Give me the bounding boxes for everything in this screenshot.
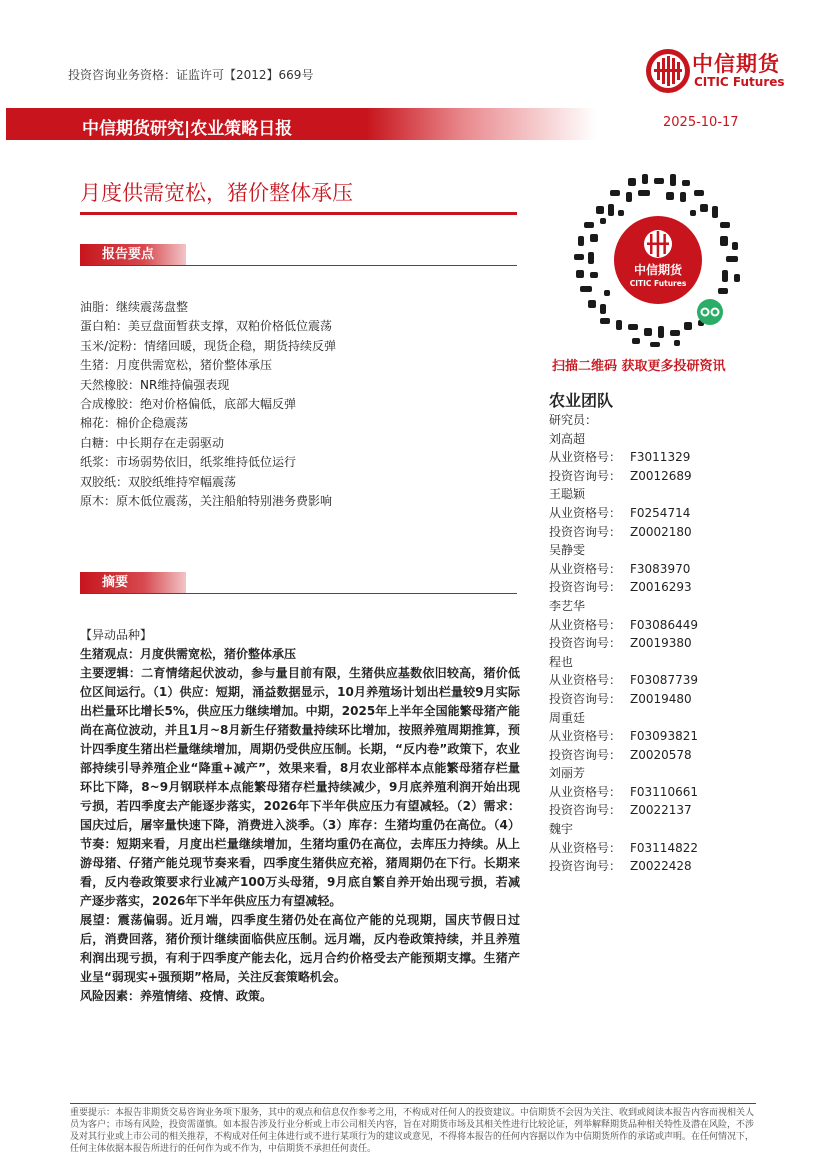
list-item: 棉花：棉价企稳震荡 <box>80 416 189 431</box>
practice-number: F0254714 <box>630 505 691 520</box>
consult-label: 投资咨询号： <box>549 524 622 539</box>
consult-number-row <box>549 801 698 820</box>
consult-label: 投资咨询号： <box>549 803 622 818</box>
list-item: 生猪：月度供需宽松，猪价整体承压 <box>80 358 273 373</box>
practice-number-row <box>549 839 698 858</box>
consult-number-row <box>549 634 698 653</box>
highlights-heading: 报告要点 <box>80 244 186 266</box>
section-divider <box>80 265 517 266</box>
logo-text-en: CITIC Futures <box>694 75 785 89</box>
practice-number: F3011329 <box>630 450 691 465</box>
practice-number-row <box>549 560 698 579</box>
practice-label: 从业资格号： <box>549 505 622 520</box>
practice-label: 从业资格号： <box>549 450 622 465</box>
summary-outlook: 展望：震荡偏弱。近月端，四季度生猪仍处在高位产能的兑现期，国庆节假日过后，消费回落，猪价预计继续面临供应压制。远月端，反内卷政策持续，并且养殖利润出现亏损，有利于四季度产能去化，远月合约价格受去产能预期支撑。生猪产业呈“弱现实+强预期”格局，关注反套策略机会。 <box>80 913 520 984</box>
consult-number: Z0016293 <box>630 580 692 595</box>
list-item: 原木：原木低位震荡，关注船舶特别港务费影响 <box>80 494 333 509</box>
summary-tag: 【异动品种】 <box>80 628 153 642</box>
consult-number: Z0022428 <box>630 859 692 874</box>
banner-title: 中信期货研究|农业策略日报 <box>82 119 293 139</box>
qr-logo-text-en: CITIC Futures <box>629 279 687 288</box>
logo-text: 中信期货 <box>692 52 780 76</box>
summary-heading: 摘要 <box>80 572 186 594</box>
list-item: 合成橡胶：绝对价格偏低，底部大幅反弹 <box>80 397 297 412</box>
disclaimer-text: 重要提示：本报告非期货交易咨询业务项下服务，其中的观点和信息仅作参考之用，不构成对任何人的投资建议。中信期货不会因为关注、收到或阅读本报告内容而视相关人员为客户；市场有风险，投资需谨慎。如本报告涉及行业分析或上市公司相关内容，旨在对期货市场及其相关性进行比较论证，列举解释期货品种相关特性及潜在风险，不涉及对其行业或上市公司的相关推荐，不构成对任何主体进行或不进行某项行为的建议或意见，不得将本报告的任何内容据以作为中信期货所作的承诺或声明。在任何情况下，任何主体依据本报告所进行的任何作为或不作为，中信期货不承担任何责任。 <box>70 1108 755 1154</box>
analyst-name: 刘高超 <box>549 431 586 446</box>
practice-number: F03110661 <box>630 784 698 799</box>
summary-risk: 风险因素：养殖情绪、疫情、政策。 <box>80 989 273 1003</box>
practice-number: F03087739 <box>630 673 698 688</box>
report-date: 2025-10-17 <box>663 115 739 130</box>
list-item: 玉米/淀粉：情绪回暖，现货企稳，期货持续反弹 <box>80 338 337 353</box>
consult-number-row <box>549 857 698 876</box>
consult-label: 投资咨询号： <box>549 580 622 595</box>
license-text: 投资咨询业务资格：证监许可【2012】669号 <box>68 68 314 82</box>
practice-number: F03093821 <box>630 729 698 744</box>
team-list <box>549 411 698 876</box>
consult-label: 投资咨询号： <box>549 747 622 762</box>
consult-number-row <box>549 523 698 542</box>
consult-label: 投资咨询号： <box>549 468 622 483</box>
category-list <box>80 298 520 511</box>
consult-number: Z0020578 <box>630 747 692 762</box>
practice-label: 从业资格号： <box>549 561 622 576</box>
consult-number-row <box>549 467 698 486</box>
qr-code[interactable] <box>570 172 746 348</box>
summary-logic: 主要逻辑：二育情绪起伏波动，参与量目前有限，生猪供应基数依旧较高，猪价低位区间运行。（1）供应：短期，涌益数据显示，10月养殖场计划出栏量较9月实际出栏量环比增长5%，供应压力继续增加。中期，2025年上半年全国能繁母猪产能尚在高位波动，并且1月~8月新生仔猪数量持续环比增加，按照养殖周期推算，预计四季度生猪出栏量继续增加，周期仍受供应压制。长期，“反内卷”政策下，农业部持续引导养殖企业“降重+减产”，效果来看，8月农业部样本点能繁母猪存栏量环比下降，8~9月钢联样本点能繁母猪存栏量持续减少，9月底养殖利润开始出现亏损，若四季度去产能逐步落实，2026年下半年供应压力有望减轻。（2）需求：国庆过后，屠宰量快速下降，消费进入淡季。（3）库存：生猪均重仍在高位。（4）节奏：短期来看，月度出栏量继续增加，生猪均重仍在高位，去库压力持续。从上游母猪、仔猪产能兑现节奏来看，四季度生猪供应充裕，猪周期仍在下行。长期来看，反内卷政策要求行业减产100万头母猪，9月底自繁自养开始出现亏损，若减产逐步落实，2026年下半年供应压力有望减轻。 <box>80 666 520 908</box>
consult-label: 投资咨询号： <box>549 636 622 651</box>
analyst-name: 程也 <box>549 654 574 669</box>
analyst-name: 李艺华 <box>549 598 586 613</box>
practice-label: 从业资格号： <box>549 729 622 744</box>
list-item: 油脂：继续震荡盘整 <box>80 300 189 314</box>
practice-label: 从业资格号： <box>549 840 622 855</box>
qr-caption: 扫描二维码 获取更多投研资讯 <box>552 359 726 374</box>
title-divider <box>80 212 517 215</box>
team-title: 农业团队 <box>549 391 614 410</box>
practice-number-row <box>549 448 698 467</box>
analyst-name: 王聪颖 <box>549 487 586 502</box>
practice-number: F3083970 <box>630 561 691 576</box>
practice-number-row <box>549 504 698 523</box>
summary-view: 生猪观点：月度供需宽松，猪价整体承压 <box>80 647 297 661</box>
consult-number: Z0002180 <box>630 524 692 539</box>
consult-label: 投资咨询号： <box>549 691 622 706</box>
practice-number-row <box>549 671 698 690</box>
practice-number-row <box>549 783 698 802</box>
section-divider <box>80 593 517 594</box>
list-item: 蛋白粕：美豆盘面暂获支撑，双粕价格低位震荡 <box>80 319 333 334</box>
consult-number-row <box>549 578 698 597</box>
practice-number-row <box>549 727 698 746</box>
summary-section-header <box>80 572 517 594</box>
list-item: 双胶纸：双胶纸维持窄幅震荡 <box>80 474 237 489</box>
consult-number: Z0019480 <box>630 691 692 706</box>
team-role: 研究员： <box>549 413 598 427</box>
consult-number: Z0012689 <box>630 468 692 483</box>
footer-divider <box>70 1103 756 1104</box>
practice-label: 从业资格号： <box>549 617 622 632</box>
practice-number: F03086449 <box>630 617 698 632</box>
analyst-name: 魏宇 <box>549 822 574 837</box>
analyst-name: 吴静雯 <box>549 543 586 558</box>
consult-number-row <box>549 690 698 709</box>
practice-label: 从业资格号： <box>549 673 622 688</box>
practice-label: 从业资格号： <box>549 784 622 799</box>
analyst-name: 刘丽芳 <box>549 766 586 781</box>
consult-number: Z0022137 <box>630 803 692 818</box>
report-title: 月度供需宽松，猪价整体承压 <box>80 181 353 205</box>
highlights-section-header <box>80 244 517 266</box>
consult-label: 投资咨询号： <box>549 859 622 874</box>
practice-number: F03114822 <box>630 840 698 855</box>
qr-logo-text: 中信期货 <box>633 263 683 277</box>
consult-number-row <box>549 746 698 765</box>
list-item: 纸浆：市场弱势依旧，纸浆维持低位运行 <box>80 455 297 470</box>
summary-body <box>80 626 520 1006</box>
analyst-name: 周重廷 <box>549 710 586 725</box>
practice-number-row <box>549 616 698 635</box>
consult-number: Z0019380 <box>630 636 692 651</box>
list-item: 天然橡胶：NR维持偏强表现 <box>80 377 230 392</box>
list-item: 白糖：中长期存在走弱驱动 <box>80 435 225 450</box>
